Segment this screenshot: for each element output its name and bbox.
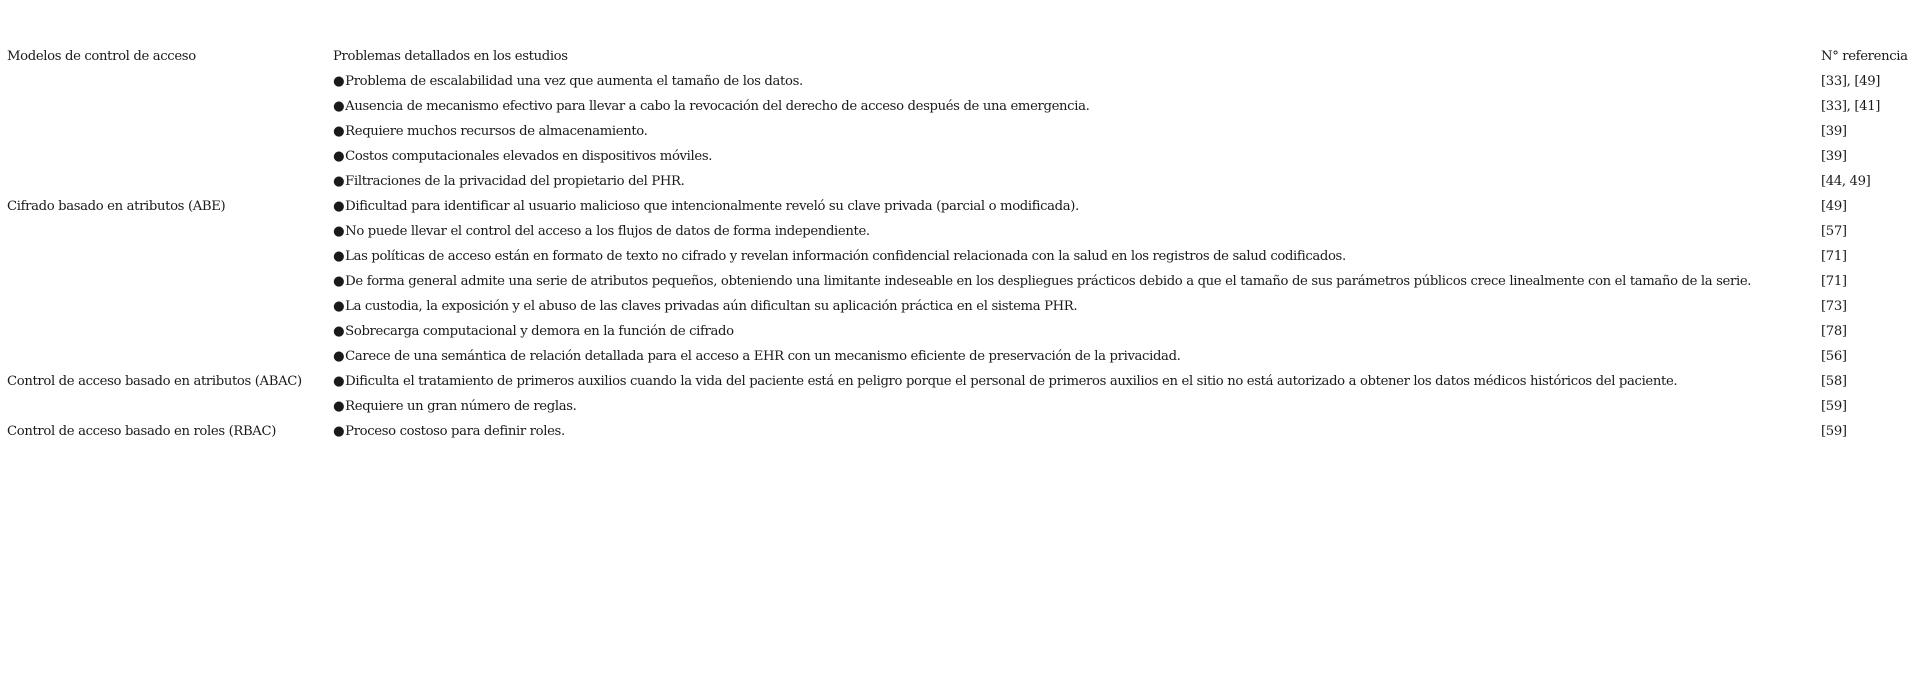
bullet-icon: ● xyxy=(333,249,345,264)
bullet-icon: ● xyxy=(333,99,345,114)
problem-cell xyxy=(329,319,1817,344)
model-cell xyxy=(3,119,329,144)
model-cell: Control de acceso basado en roles (RBAC) xyxy=(7,424,276,439)
table-row xyxy=(3,344,1912,369)
reference-cell: [56] xyxy=(1821,349,1847,364)
problem-cell xyxy=(329,194,1817,219)
table-body xyxy=(3,69,1912,444)
model-cell xyxy=(3,244,329,269)
model-cell: Cifrado basado en atributos (ABE) xyxy=(7,199,226,214)
reference-cell: [59] xyxy=(1821,424,1847,439)
problem-cell xyxy=(329,419,1817,444)
bullet-icon: ● xyxy=(333,74,345,89)
problem-cell xyxy=(329,119,1817,144)
problem-cell xyxy=(329,169,1817,194)
table-row xyxy=(3,319,1912,344)
problem-text: Filtraciones de la privacidad del propietario del PHR. xyxy=(345,174,685,189)
bullet-icon: ● xyxy=(333,124,345,139)
table-row xyxy=(3,219,1912,244)
reference-cell: [44, 49] xyxy=(1821,174,1871,189)
model-cell xyxy=(3,94,329,119)
table-row xyxy=(3,294,1912,319)
model-cell xyxy=(3,294,329,319)
model-cell xyxy=(3,144,329,169)
table-row xyxy=(3,269,1912,294)
problem-text: Carece de una semántica de relación detallada para el acceso a EHR con un mecanismo eficiente de preservación de la privacidad. xyxy=(345,349,1181,364)
table-header-row xyxy=(3,44,1912,69)
problem-cell xyxy=(329,344,1817,369)
problem-text: No puede llevar el control del acceso a los flujos de datos de forma independiente. xyxy=(345,224,870,239)
table-row xyxy=(3,119,1912,144)
header-reference: N° referencia xyxy=(1821,49,1908,64)
problem-text: Requiere un gran número de reglas. xyxy=(345,399,577,414)
reference-cell: [58] xyxy=(1821,374,1847,389)
problem-text: Las políticas de acceso están en formato de texto no cifrado y revelan información confidencial relacionada con la salud en los registros de salud codificados. xyxy=(345,249,1346,264)
problem-text: Sobrecarga computacional y demora en la función de cifrado xyxy=(345,324,734,339)
model-cell xyxy=(3,344,329,369)
table-row xyxy=(3,394,1912,419)
problem-text: Problema de escalabilidad una vez que aumenta el tamaño de los datos. xyxy=(345,74,803,89)
reference-cell: [39] xyxy=(1821,124,1847,139)
bullet-icon: ● xyxy=(333,349,345,364)
bullet-icon: ● xyxy=(333,374,345,389)
problem-cell xyxy=(329,144,1817,169)
problem-text: Requiere muchos recursos de almacenamiento. xyxy=(345,124,648,139)
reference-cell: [39] xyxy=(1821,149,1847,164)
bullet-icon: ● xyxy=(333,174,345,189)
reference-cell: [33], [49] xyxy=(1821,74,1881,89)
model-cell xyxy=(3,269,329,294)
header-model: Modelos de control de acceso xyxy=(7,49,196,64)
reference-cell: [71] xyxy=(1821,274,1847,289)
reference-cell: [59] xyxy=(1821,399,1847,414)
problem-text: Costos computacionales elevados en dispositivos móviles. xyxy=(345,149,713,164)
problem-cell xyxy=(329,219,1817,244)
bullet-icon: ● xyxy=(333,224,345,239)
table-row xyxy=(3,169,1912,194)
header-problem: Problemas detallados en los estudios xyxy=(333,49,568,64)
problem-cell xyxy=(329,269,1817,294)
reference-cell: [78] xyxy=(1821,324,1847,339)
problem-cell xyxy=(329,244,1817,269)
model-cell xyxy=(3,69,329,94)
bullet-icon: ● xyxy=(333,274,345,289)
problem-text: Dificultad para identificar al usuario malicioso que intencionalmente reveló su clave privada (parcial o modificada). xyxy=(345,199,1079,214)
problem-text: Proceso costoso para definir roles. xyxy=(345,424,565,439)
table-row xyxy=(3,69,1912,94)
bullet-icon: ● xyxy=(333,199,345,214)
reference-cell: [57] xyxy=(1821,224,1847,239)
access-control-problems-table xyxy=(3,44,1912,444)
model-cell: Control de acceso basado en atributos (ABAC) xyxy=(7,374,302,389)
problem-cell xyxy=(329,94,1817,119)
problem-cell xyxy=(329,369,1817,394)
table-row xyxy=(3,144,1912,169)
problem-text: La custodia, la exposición y el abuso de las claves privadas aún dificultan su aplicación práctica en el sistema PHR. xyxy=(345,299,1078,314)
table-row xyxy=(3,244,1912,269)
bullet-icon: ● xyxy=(333,149,345,164)
problem-text: Dificulta el tratamiento de primeros auxilios cuando la vida del paciente está en peligro porque el personal de primeros auxilios en el sitio no está autorizado a obtener los datos médicos históricos del paciente. xyxy=(345,374,1678,389)
table-row xyxy=(3,94,1912,119)
model-cell xyxy=(3,219,329,244)
reference-cell: [71] xyxy=(1821,249,1847,264)
model-cell xyxy=(3,394,329,419)
bullet-icon: ● xyxy=(333,424,345,439)
reference-cell: [33], [41] xyxy=(1821,99,1881,114)
problem-text: Ausencia de mecanismo efectivo para llevar a cabo la revocación del derecho de acceso después de una emergencia. xyxy=(345,99,1090,114)
problem-cell xyxy=(329,69,1817,94)
reference-cell: [73] xyxy=(1821,299,1847,314)
bullet-icon: ● xyxy=(333,324,345,339)
bullet-icon: ● xyxy=(333,399,345,414)
table-row xyxy=(3,419,1912,444)
problem-cell xyxy=(329,394,1817,419)
problem-cell xyxy=(329,294,1817,319)
bullet-icon: ● xyxy=(333,299,345,314)
reference-cell: [49] xyxy=(1821,199,1847,214)
problem-text: De forma general admite una serie de atributos pequeños, obteniendo una limitante indeseable en los despliegues prácticos debido a que el tamaño de sus parámetros públicos crece linealmente con el tamaño de la serie. xyxy=(345,274,1752,289)
table-row xyxy=(3,369,1912,394)
model-cell xyxy=(3,319,329,344)
model-cell xyxy=(3,169,329,194)
table-row xyxy=(3,194,1912,219)
